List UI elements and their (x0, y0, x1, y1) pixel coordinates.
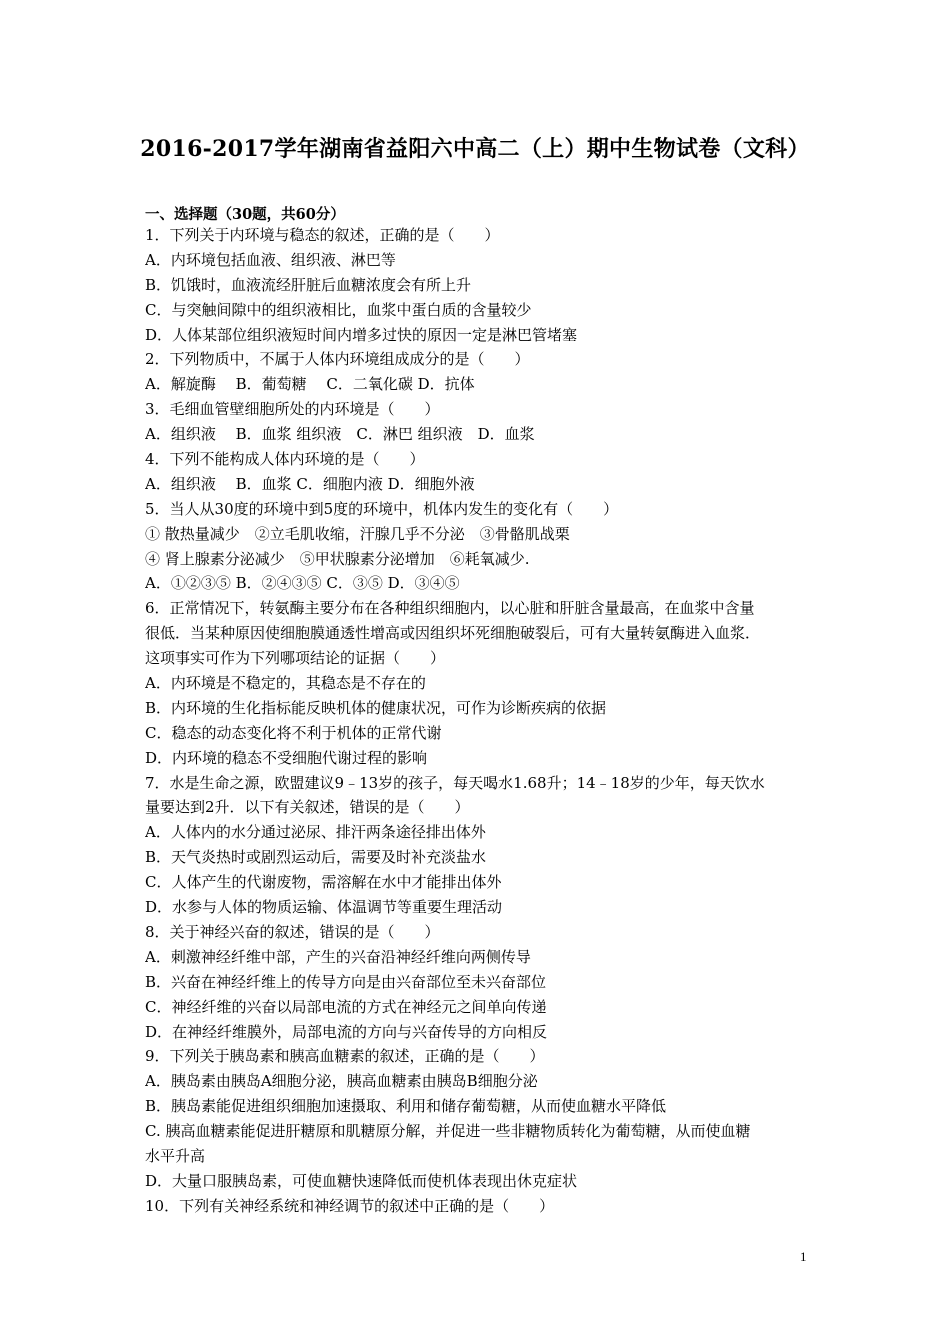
text-line: A．组织液 B．血浆 C．细胞内液 D．细胞外液 (145, 474, 475, 493)
text-line: A．胰岛素由胰岛A细胞分泌，胰高血糖素由胰岛B细胞分泌 (145, 1072, 538, 1091)
text-line: 这项事实可作为下列哪项结论的证据（ ） (145, 649, 446, 668)
text-line: 水平升高 (145, 1146, 206, 1165)
text-line: C．人体产生的代谢废物，需溶解在水中才能排出体外 (145, 873, 502, 892)
text-line: ① 散热量减少 ②立毛肌收缩，汗腺几乎不分泌 ③骨骼肌战栗 (145, 524, 570, 543)
text-line: 量要达到2升．以下有关叙述，错误的是（ ） (145, 798, 470, 817)
text-line: 1．下列关于内环境与稳态的叙述，正确的是（ ） (145, 226, 500, 244)
text-line: C．稳态的动态变化将不利于机体的正常代谢 (145, 723, 442, 742)
text-line: 10．下列有关神经系统和神经调节的叙述中正确的是（ ） (145, 1196, 555, 1215)
text-line: B．天气炎热时或剧烈运动后，需要及时补充淡盐水 (145, 848, 487, 867)
text-line: A．人体内的水分通过泌尿、排汗两条途径排出体外 (145, 823, 486, 842)
text-line: 很低．当某种原因使细胞膜通透性增高或因组织坏死细胞破裂后，可有大量转氨酶进入血浆． (145, 624, 761, 643)
text-line: A．①②③⑤ B．②④③⑤ C．③⑤ D．③④⑤ (145, 574, 460, 593)
text-line: 4．下列不能构成人体内环境的是（ ） (145, 450, 425, 469)
page-number: 1 (800, 1249, 807, 1264)
text-line: D．水参与人体的物质运输、体温调节等重要生理活动 (145, 898, 503, 917)
text-line: 6．正常情况下，转氨酶主要分布在各种组织细胞内，以心脏和肝脏含量最高，在血浆中含量 (145, 599, 755, 618)
text-line: ④ 肾上腺素分泌减少 ⑤甲状腺素分泌增加 ⑥耗氧减少. (145, 549, 530, 568)
section-heading: 一、选择题（30题，共60分） (145, 206, 345, 223)
text-line: A．内环境是不稳定的，其稳态是不存在的 (145, 674, 426, 693)
text-line: B．胰岛素能促进组织细胞加速摄取、利用和储存葡萄糖，从而使血糖水平降低 (145, 1097, 667, 1116)
text-line: B．饥饿时，血液流经肝脏后血糖浓度会有所上升 (145, 275, 472, 294)
question-body (145, 223, 815, 1219)
text-line: D．在神经纤维膜外，局部电流的方向与兴奋传导的方向相反 (145, 1022, 548, 1041)
text-line: D．大量口服胰岛素，可使血糖快速降低而使机体表现出休克症状 (145, 1171, 578, 1190)
text-line: 8．关于神经兴奋的叙述，错误的是（ ） (145, 922, 440, 941)
text-line: B．兴奋在神经纤维上的传导方向是由兴奋部位至未兴奋部位 (145, 972, 547, 991)
text-line: 5．当人从30度的环境中到5度的环境中，机体内发生的变化有（ ） (145, 499, 619, 518)
text-line: A．解旋酶 B．葡萄糖 C．二氧化碳 D．抗体 (145, 375, 475, 394)
text-line: 3．毛细血管壁细胞所处的内环境是（ ） (145, 400, 440, 419)
text-line: A．内环境包括血液、组织液、淋巴等 (145, 250, 396, 269)
text-line: C. 胰高血糖素能促进肝糖原和肌糖原分解，并促进一些非糖物质转化为葡萄糖，从而使血糖 (145, 1122, 751, 1141)
text-line: A．组织液 B．血浆 组织液 C．淋巴 组织液 D．血浆 (145, 425, 535, 444)
text-line: D．人体某部位组织液短时间内增多过快的原因一定是淋巴管堵塞 (145, 325, 578, 344)
text-line: B．内环境的生化指标能反映机体的健康状况，可作为诊断疾病的依据 (145, 698, 607, 717)
text-line: A．刺激神经纤维中部，产生的兴奋沿神经纤维向两侧传导 (145, 947, 531, 966)
text-line: C．与突触间隙中的组织液相比，血浆中蛋白质的含量较少 (145, 300, 532, 319)
text-line: D．内环境的稳态不受细胞代谢过程的影响 (145, 748, 428, 767)
text-line: 7．水是生命之源，欧盟建议9﹣13岁的孩子，每天喝水1.68升；14﹣18岁的少年，每天饮水 (145, 773, 765, 792)
text-line: C．神经纤维的兴奋以局部电流的方式在神经元之间单向传递 (145, 997, 547, 1016)
document-title: 2016-2017学年湖南省益阳六中高二（上）期中生物试卷（文科） (140, 136, 810, 162)
text-line: 2．下列物质中，不属于人体内环境组成成分的是（ ） (145, 350, 530, 369)
text-line: 9．下列关于胰岛素和胰高血糖素的叙述，正确的是（ ） (145, 1047, 545, 1066)
